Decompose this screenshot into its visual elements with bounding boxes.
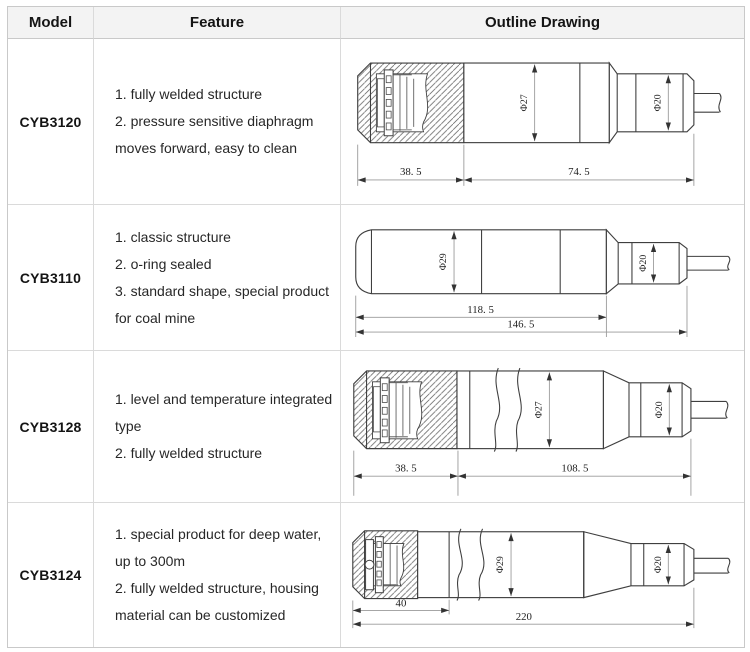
feature-line: 2. pressure sensitive diaphragm — [115, 113, 314, 129]
sensor-head — [358, 63, 464, 143]
outline-drawing-cyb3124 — [341, 504, 744, 646]
drawing-cell-cyb3120 — [341, 39, 744, 205]
dim-body-diameter: Φ27 — [518, 93, 530, 111]
header-feature: Feature — [94, 7, 341, 39]
feature-line: for coal mine — [115, 309, 196, 326]
feature-line: material can be customized — [115, 607, 286, 623]
feature-cell-cyb3124 — [94, 503, 341, 647]
model-name: CYB3120 — [19, 113, 82, 130]
drawing-cell-cyb3124 — [341, 503, 744, 647]
dim-length-1: 40 — [395, 597, 407, 610]
dim-neck-diameter: Φ20 — [653, 400, 665, 418]
dim-neck-diameter: Φ20 — [638, 254, 650, 272]
feature-line: 2. o-ring sealed — [115, 255, 212, 272]
dim-neck-diameter: Φ20 — [652, 93, 664, 111]
feature-line: 1. level and temperature integrated — [115, 391, 333, 407]
feature-line: 2. fully welded structure — [115, 445, 263, 461]
model-cell-cyb3120 — [8, 39, 94, 205]
dim-body-diameter: Φ27 — [533, 400, 545, 418]
feature-line: 1. fully welded structure — [115, 86, 263, 102]
product-spec-table — [7, 6, 745, 648]
drawing-cell-cyb3110 — [341, 205, 744, 351]
sensor-head — [354, 370, 457, 448]
feature-cell-cyb3110 — [94, 205, 341, 351]
feature-line: 1. special product for deep water, — [115, 526, 322, 542]
model-name: CYB3124 — [19, 567, 82, 583]
model-cell-cyb3124 — [8, 503, 94, 647]
dim-length-2: 108. 5 — [561, 462, 589, 475]
dim-length-2: 74. 5 — [568, 165, 590, 178]
outline-drawing-cyb3120 — [341, 41, 744, 203]
header-outline-drawing: Outline Drawing — [341, 7, 744, 39]
cable — [691, 401, 728, 418]
dim-length-2: 220 — [515, 611, 532, 624]
header-model: Model — [8, 7, 94, 39]
feature-line: 3. standard shape, special product — [115, 282, 330, 299]
drawing-cell-cyb3128 — [341, 351, 744, 503]
model-cell-cyb3128 — [8, 351, 94, 503]
feature-line: moves forward, easy to clean — [115, 140, 298, 156]
feature-line: type — [115, 418, 142, 434]
cable — [694, 93, 721, 112]
model-cell-cyb3110 — [8, 205, 94, 351]
feature-line: 2. fully welded structure, housing — [115, 580, 319, 596]
dim-length-1: 38. 5 — [399, 165, 422, 178]
feature-line: up to 300m — [115, 553, 186, 569]
dim-body-diameter: Φ29 — [495, 556, 507, 574]
model-name: CYB3128 — [19, 418, 82, 435]
dim-body-diameter: Φ29 — [438, 253, 450, 271]
dim-neck-diameter: Φ20 — [652, 556, 664, 574]
dim-length-1: 38. 5 — [395, 462, 417, 475]
cable — [694, 558, 730, 573]
head-port-hole — [365, 560, 374, 569]
outline-drawing-cyb3110 — [341, 207, 744, 348]
cable — [687, 256, 730, 270]
sensor-head — [353, 531, 418, 599]
feature-cell-cyb3128 — [94, 351, 341, 503]
feature-cell-cyb3120 — [94, 39, 341, 205]
dim-length-1: 118. 5 — [467, 303, 494, 316]
dim-length-2: 146. 5 — [507, 318, 535, 331]
outline-drawing-cyb3128 — [341, 352, 744, 502]
feature-line: 1. classic structure — [115, 228, 231, 245]
model-name: CYB3110 — [19, 269, 82, 286]
